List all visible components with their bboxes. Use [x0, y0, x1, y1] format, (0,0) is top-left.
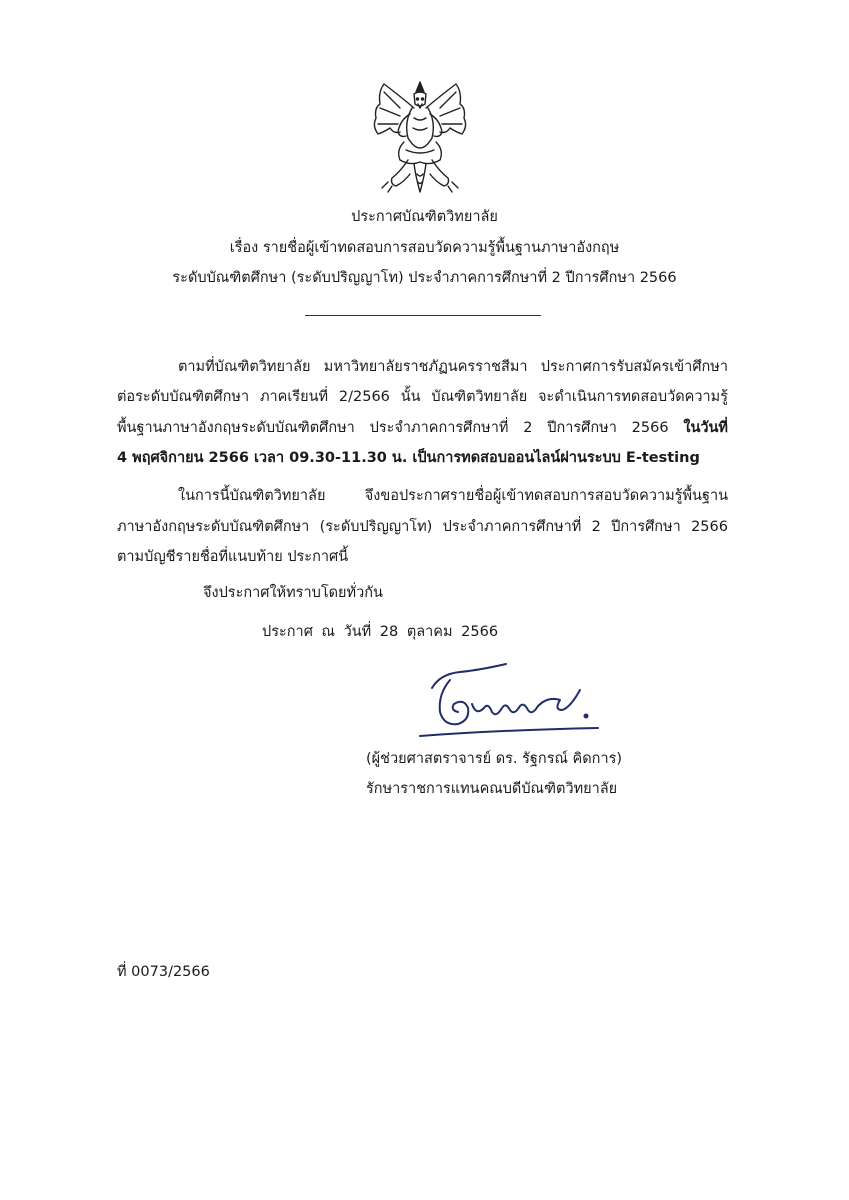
header-divider [305, 315, 541, 316]
closing-announce: จึงประกาศให้ทราบโดยทั่วกัน [203, 585, 383, 601]
paragraph1-line3-bold: ในวันที่ [683, 420, 728, 436]
announcement-subject: เรื่อง รายชื่อผู้เข้าทดสอบการสอบวัดความรู้พื้นฐานภาษาอังกฤษ [229, 240, 620, 256]
document-number: ที่ 0073/2566 [117, 964, 210, 980]
paragraph2-line3: ตามบัญชีรายชื่อที่แนบท้าย ประกาศนี้ [117, 549, 349, 565]
paragraph1-line2: ต่อระดับบัณฑิตศึกษา ภาคเรียนที่ 2/2566 นั้น บัณฑิตวิทยาลัย จะดำเนินการทดสอบวัดความรู้ [117, 389, 728, 405]
announcement-title: ประกาศบัณฑิตวิทยาลัย [351, 209, 498, 225]
garuda-emblem-icon [370, 78, 470, 196]
handwritten-signature-icon [410, 660, 610, 745]
announcement-level: ระดับบัณฑิตศึกษา (ระดับปริญญาโท) ประจำภาคการศึกษาที่ 2 ปีการศึกษา 2566 [172, 270, 677, 286]
paragraph1-line3-text: พื้นฐานภาษาอังกฤษระดับบัณฑิตศึกษา ประจำภาคการศึกษาที่ 2 ปีการศึกษา 2566 [117, 420, 684, 436]
paragraph2-line1: ในการนี้บัณฑิตวิทยาลัย จึงขอประกาศรายชื่อผู้เข้าทดสอบการสอบวัดความรู้พื้นฐาน [178, 488, 728, 504]
paragraph1-line4-exam-datetime: 4 พฤศจิกายน 2566 เวลา 09.30-11.30 น. เป็นการทดสอบออนไลน์ผ่านระบบ E-testing [117, 450, 700, 466]
signatory-position: รักษาราชการแทนคณบดีบัณฑิตวิทยาลัย [366, 781, 618, 797]
paragraph1-line1: ตามที่บัณฑิตวิทยาลัย มหาวิทยาลัยราชภัฏนครราชสีมา ประกาศการรับสมัครเข้าศึกษา [178, 359, 728, 375]
announcement-date: ประกาศ ณ วันที่ 28 ตุลาคม 2566 [262, 624, 499, 640]
signatory-name: (ผู้ช่วยศาสตราจารย์ ดร. รัฐกรณ์ คิดการ) [366, 751, 623, 767]
paragraph2-line2: ภาษาอังกฤษระดับบัณฑิตศึกษา (ระดับปริญญาโท) ประจำภาคการศึกษาที่ 2 ปีการศึกษา 2566 [117, 519, 728, 535]
paragraph1-line3 [117, 418, 728, 438]
